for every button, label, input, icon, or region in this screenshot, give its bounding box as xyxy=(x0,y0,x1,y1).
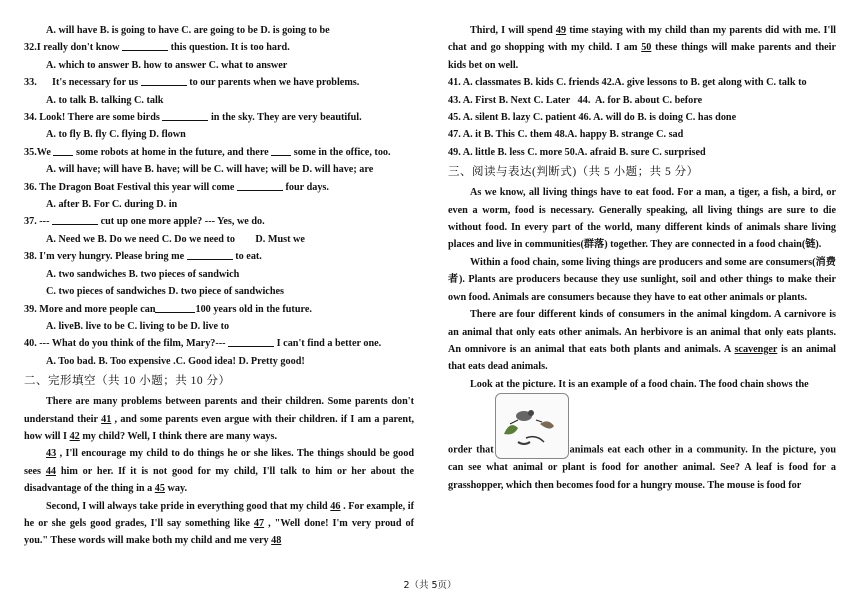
page-footer: 2（共 5页） xyxy=(403,580,457,591)
q40-options: A. Too bad. B. Too expensive .C. Good idea! D. Pretty good! xyxy=(46,355,305,367)
question-37: 37. --- cut up one more apple? --- Yes, we do. xyxy=(24,213,414,230)
cloze-paragraph-4: Third, I will spend 49 time staying with my child than my parents did with me. I'll chat and go shopping with my child. I am 50 these things will make parents and their kids bet on well. xyxy=(448,25,836,71)
section-heading-cloze: 二、完形填空（共 10 小题；共 10 分） xyxy=(24,375,231,388)
section-heading-reading: 三、阅读与表达(判断式)（共 5 小题；共 5 分） xyxy=(448,166,699,179)
q38-options-2: C. two pieces of sandwiches D. two piece of sandwiches xyxy=(46,286,284,298)
q38-options: A. two sandwiches B. two pieces of sandwich xyxy=(46,268,240,280)
question-32: 32.I really don't know this question. It is too hard. xyxy=(24,39,414,56)
reading-paragraph-3: There are four different kinds of consumers in the animal kingdom. A carnivore is an animal that only eats other animals. An herbivore is an animal that only eats plants. An omnivore is an animal that eats both plants and animals. A scavenger is an animal that eats dead animals. xyxy=(448,309,836,373)
answer-blank xyxy=(237,179,283,191)
question-36: 36. The Dragon Boat Festival this year will come four days. xyxy=(24,179,414,196)
options-43-44: 43. A. First B. Next C. Later 44. A. for B. about C. before xyxy=(448,94,703,106)
question-40: 40. --- What do you think of the film, Mary?--- I can't find a better one. xyxy=(24,335,414,352)
answer-blank xyxy=(52,213,98,225)
right-column xyxy=(448,22,836,494)
cloze-paragraph-1: There are many problems between parents and their children. Some parents don't understand their 41 , and some parents even argue with their children. if I am a parent, how will I 42 my child? Well, I think there are many ways. xyxy=(24,396,415,442)
food-chain-picture xyxy=(495,393,569,459)
reading-paragraph-1: As we know, all living things have to eat food. For a man, a tiger, a fish, a bird, or even a worm, food is necessary. Generally speaking, all living things are sure to die without food. In every part of the world, many different kinds of animals share living places and live in communities(群落) together. They are connected in a food chain(链). xyxy=(448,187,836,251)
cloze-paragraph-2: 43 , I'll encourage my child to do things he or she likes. The things should be good sees 44 him or her. If it is not good for my child, I'll talk to him or her about the disadvantage of the thing in a 45 way. xyxy=(24,448,414,495)
q32-options: A. which to answer B. how to answer C. what to answer xyxy=(46,59,288,71)
question-33: 33. It's necessary for us to our parents when we have problems. xyxy=(24,74,414,91)
question-38: 38. I'm very hungry. Please bring me to eat. xyxy=(24,248,414,265)
reading-paragraph-2: Within a food chain, some living things are producers and some are consumers(消费者). Plants are producers because they use sunlight, soil and other things to make their own food. Animals are consumers because they have to eat other animals or plants. xyxy=(448,256,836,303)
q31-options: A. will have B. is going to have C. are going to be D. is going to be xyxy=(46,25,330,36)
answer-blank xyxy=(187,248,233,260)
question-34: 34. Look! There are some birds in the sky. They are very beautiful. xyxy=(24,109,414,126)
q33-options: A. to talk B. talking C. talk xyxy=(46,94,164,106)
options-47-48: 47. A. it B. This C. them 48.A. happy B. strange C. sad xyxy=(448,129,684,141)
q37-options: A. Need we B. Do we need C. Do we need to D. Must we xyxy=(46,233,305,245)
reading-paragraph-4: Look at the picture. It is an example of a food chain. The food chain shows the xyxy=(470,378,809,390)
question-35: 35.We some robots at home in the future, and there some in the office, too. xyxy=(24,144,414,161)
options-45-46: 45. A. silent B. lazy C. patient 46. A. will do B. is doing C. has done xyxy=(448,112,737,124)
q39-options: A. liveB. live to be C. living to be D. live to xyxy=(46,320,230,332)
q34-options: A. to fly B. fly C. flying D. flown xyxy=(46,129,186,141)
question-39: 39. More and more people can 100 years old in the future. xyxy=(24,301,414,318)
q36-options: A. after B. For C. during D. in xyxy=(46,199,178,211)
options-49-50: 49. A. little B. less C. more 50.A. afraid B. sure C. surprised xyxy=(448,146,706,158)
answer-blank xyxy=(271,144,291,156)
answer-blank xyxy=(141,74,187,86)
reading-paragraph-5: order that animals eat each other in a community. In the picture, you can see what animal or plant is food for another animal. See? A leaf is food for a grasshopper, which then becomes food for a hungry mouse. The mouse is food for xyxy=(448,393,836,494)
answer-blank xyxy=(162,109,208,121)
left-column xyxy=(24,22,414,550)
answer-blank xyxy=(155,301,195,313)
answer-blank xyxy=(122,39,168,51)
answer-blank xyxy=(228,335,274,347)
cloze-paragraph-3: Second, I will always take pride in everything good that my child 46 . For example, if he or she gels good grades, I'll say something like 47 , "Well done! I'm very proud of you." These words will make both my child and me very 48 xyxy=(24,500,415,547)
q35-options: A. will have; will have B. have; will be C. will have; will be D. will have; are xyxy=(46,164,374,176)
answer-blank xyxy=(53,144,73,156)
options-41-42: 41. A. classmates B. kids C. friends 42.A. give lessons to B. get along with C. talk to xyxy=(448,77,807,89)
